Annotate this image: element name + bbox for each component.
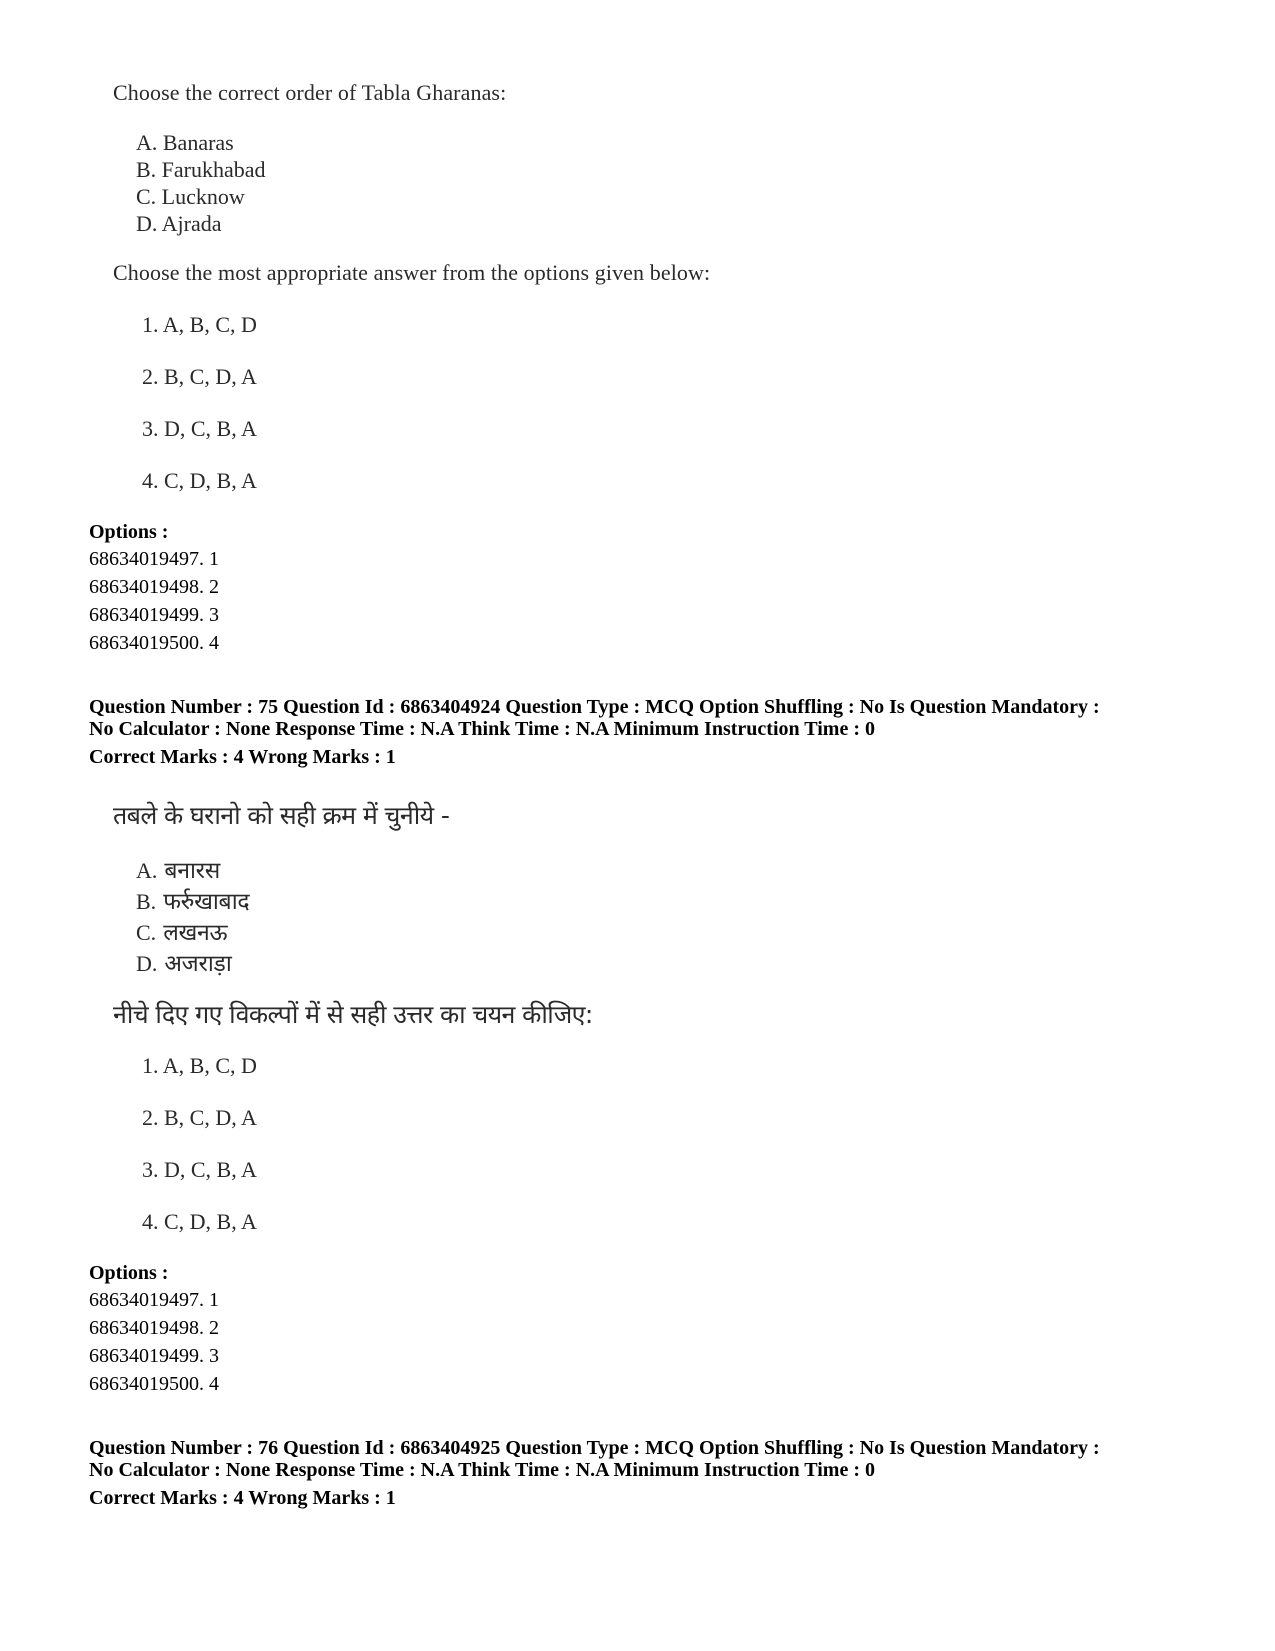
q74-item-c: C. Lucknow (136, 184, 245, 209)
q75-choice-1: 1. A, B, C, D (142, 1053, 257, 1078)
q75-instruction: नीचे दिए गए विकल्पों में से सही उत्तर का चयन कीजिए: (113, 1000, 593, 1029)
q74-options-heading: Options : (89, 521, 169, 543)
q75-choice-2: 2. B, C, D, A (142, 1105, 257, 1130)
q76-marks: Correct Marks : 4 Wrong Marks : 1 (89, 1487, 396, 1509)
q74-choice-4: 4. C, D, B, A (142, 468, 257, 493)
q75-item-d: D. अजराड़ा (136, 951, 232, 977)
q74-option-4: 68634019500. 4 (89, 632, 219, 654)
q75-marks: Correct Marks : 4 Wrong Marks : 1 (89, 746, 396, 768)
q75-option-1: 68634019497. 1 (89, 1289, 219, 1311)
q74-option-3: 68634019499. 3 (89, 604, 219, 626)
q74-choice-1: 1. A, B, C, D (142, 312, 257, 337)
q75-options-heading: Options : (89, 1262, 169, 1284)
q74-choice-2: 2. B, C, D, A (142, 364, 257, 389)
q75-item-a: A. बनारस (136, 858, 221, 884)
q76-meta-line1: Question Number : 76 Question Id : 6863404925 Question Type : MCQ Option Shuffling : No Is Question Mandatory : (89, 1437, 1100, 1459)
q75-prompt: तबले के घरानो को सही क्रम में चुनीये - (113, 801, 450, 830)
q75-option-3: 68634019499. 3 (89, 1345, 219, 1367)
q74-option-1: 68634019497. 1 (89, 548, 219, 570)
q74-prompt: Choose the correct order of Tabla Gharanas: (113, 80, 507, 105)
q75-choice-3: 3. D, C, B, A (142, 1157, 257, 1182)
q75-option-2: 68634019498. 2 (89, 1317, 219, 1339)
q75-meta-line2: No Calculator : None Response Time : N.A Think Time : N.A Minimum Instruction Time : 0 (89, 718, 875, 740)
q74-instruction: Choose the most appropriate answer from the options given below: (113, 260, 711, 285)
q75-option-4: 68634019500. 4 (89, 1373, 219, 1395)
q74-item-b: B. Farukhabad (136, 157, 266, 182)
q75-item-b: B. फर्रुखाबाद (136, 889, 250, 915)
q75-item-c: C. लखनऊ (136, 920, 228, 946)
q76-meta-line2: No Calculator : None Response Time : N.A Think Time : N.A Minimum Instruction Time : 0 (89, 1459, 875, 1481)
q74-choice-3: 3. D, C, B, A (142, 416, 257, 441)
q74-item-a: A. Banaras (136, 130, 234, 155)
q75-meta-line1: Question Number : 75 Question Id : 6863404924 Question Type : MCQ Option Shuffling : No Is Question Mandatory : (89, 696, 1100, 718)
q75-choice-4: 4. C, D, B, A (142, 1209, 257, 1234)
q74-option-2: 68634019498. 2 (89, 576, 219, 598)
q74-item-d: D. Ajrada (136, 211, 222, 236)
